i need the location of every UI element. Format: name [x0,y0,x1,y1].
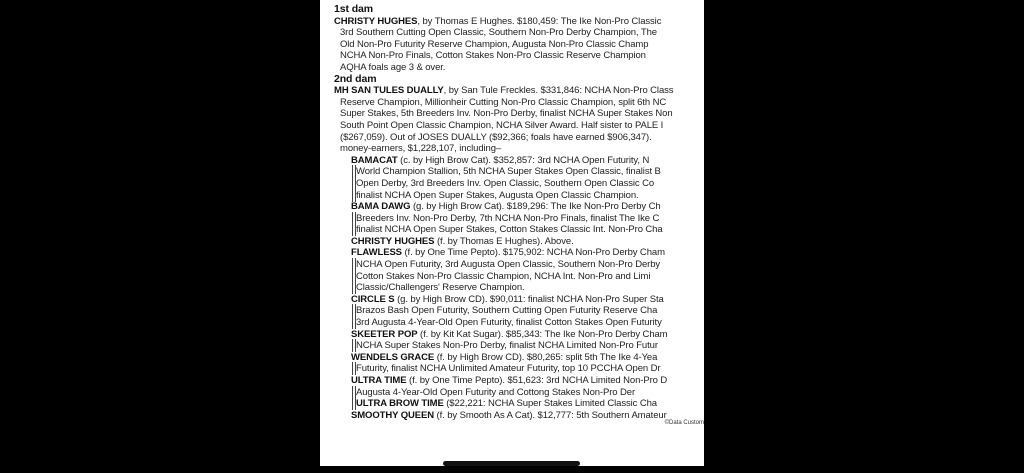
entry-line [334,271,704,283]
entry-line-named [334,201,704,213]
entry-text: Classic/Challengers' Reserve Champion. [356,282,525,294]
entry-text: 3rd Augusta 4-Year-Old Open Futurity, finalist Cotton Stakes Open Futurity [356,317,662,329]
entry-line [334,305,704,317]
section-heading: 1st dam [334,3,373,15]
horse-name: FLAWLESS [351,247,402,259]
entry-line [334,340,704,352]
home-indicator[interactable] [443,461,580,466]
entry-text: ($22,221: NCHA Super Stakes Limited Classic Cha [443,398,657,410]
horse-name: BAMACAT [351,154,398,166]
entry-text: (f. by One Time Pepto). $175,902: NCHA Non-Pro Derby Cham [401,247,665,259]
entry-line-named [334,155,704,167]
entry-line [334,120,704,132]
entry-line-named [334,247,704,259]
entry-text: money-earners, $1,228,107, including– [340,143,502,155]
entry-text: Brazos Bash Open Futurity, Southern Cutting Open Futurity Reserve Cha [356,305,658,317]
entry-text: NCHA Open Futurity, 3rd Augusta Open Classic, Southern Non-Pro Derby [356,259,661,271]
horse-name: CHRISTY HUGHES [334,15,418,27]
entry-text: South Point Open Classic Champion, NCHA Silver Award. Half sister to PALE I [340,119,664,131]
entry-text: ($267,059). Out of JOSES DUALLY ($92,366; foals have earned $906,347). [340,131,652,143]
horse-name: ULTRA BROW TIME [356,398,444,410]
entry-text: (f. by Smooth As A Cat). $12,777: 5th Southern Amateur [433,409,667,421]
entry-line [334,363,704,375]
entry-line [334,224,704,236]
entry-line [334,62,704,74]
entry-line-named [334,410,704,422]
entry-line-named [334,294,704,306]
entry-text: (f. by One Time Pepto). $51,623: 3rd NCHA Limited Non-Pro D [406,375,668,386]
entry-text: (g. by High Brow CD). $90,011: finalist NCHA Non-Pro Super Sta [394,293,664,305]
entry-line-named [334,329,704,341]
entry-line [334,27,704,39]
entry-line [334,317,704,329]
entry-text: Super Stakes, 5th Breeders Inv. Non-Pro Derby, finalist NCHA Super Stakes Non [340,108,673,120]
horse-name: WENDELS GRACE [351,351,435,363]
horse-name: BAMA DAWG [351,201,411,213]
horse-name: ULTRA TIME [351,375,407,386]
entry-text: Reserve Champion, Millionheir Cutting Non-Pro Classic Champion, split 6th NC [340,96,667,108]
entry-text: Open Derby, 3rd Breeders Inv. Open Classic, Southern Open Classic Co [356,177,655,189]
horse-name: SKEETER POP [351,328,418,340]
entry-text: finalist NCHA Open Super Stakes, Augusta Open Classic Champion. [356,189,639,201]
entry-line [334,282,704,294]
entry-text: Cotton Stakes Non-Pro Classic Champion, NCHA Int. Non-Pro and Limi [356,270,651,282]
entry-text: (f. by Thomas E Hughes). Above. [434,235,574,247]
entry-line [334,259,704,271]
entry-text: Breeders Inv. Non-Pro Derby, 7th NCHA Non-Pro Finals, finalist The Ike C [356,212,660,224]
horse-name: CHRISTY HUGHES [351,235,435,247]
entry-line [334,97,704,109]
entry-line [334,178,704,190]
entry-line [334,387,704,399]
entry-text: (c. by High Brow Cat). $352,857: 3rd NCHA Open Futurity, N [397,154,650,166]
entry-text: 3rd Southern Cutting Open Classic, Southern Non-Pro Derby Champion, The [340,27,657,39]
entry-text: AQHA foals age 3 & over. [340,61,446,73]
document-page [320,0,704,466]
entry-text: finalist NCHA Open Super Stakes, Cotton Stakes Classic Int. Non-Pro Cha [356,224,663,236]
entry-text: Augusta 4-Year-Old Open Futurity and Cottong Stakes Non-Pro Der [356,386,636,398]
entry-line [334,39,704,51]
horse-name: CIRCLE S [351,293,395,305]
entry-text: (f. by Kit Kat Sugar). $85,343: The Ike Non-Pro Derby Cham [417,328,668,340]
copyright-footer: ©Data Custom [664,420,704,426]
section-heading: 2nd dam [334,72,377,85]
entry-text: Futurity, finalist NCHA Unlimited Amateur Futurity, top 10 PCCHA Open Dr [356,363,661,375]
entry-line [334,190,704,202]
entry-text: , by San Tule Freckles. $331,846: NCHA Non-Pro Class [443,85,674,97]
entry-line [334,132,704,144]
entry-text: World Champion Stallion, 5th NCHA Super Stakes Open Classic, finalist B [356,166,661,178]
entry-line-named [334,375,704,387]
entry-line [334,166,704,178]
entry-line-named [334,352,704,364]
entry-text: (g. by High Brow Cat). $189,296: The Ike Non-Pro Derby Ch [410,201,661,213]
entry-text: , by Thomas E Hughes. $180,459: The Ike Non-Pro Classic [417,15,662,27]
pedigree-content [334,0,704,421]
entry-text: NCHA Non-Pro Finals, Cotton Stakes Non-Pro Classic Reserve Champion [340,50,646,62]
entry-line-named [334,236,704,248]
entry-line [334,50,704,62]
entry-line [334,213,704,225]
entry-text: Old Non-Pro Futurity Reserve Champion, Augusta Non-Pro Classic Champ [340,38,649,50]
entry-line-named [334,16,704,28]
entry-line [334,108,704,120]
entry-text: (f. by High Brow CD). $80,265: split 5th The Ike 4-Yea [434,351,658,363]
horse-name: MH SAN TULES DUALLY [334,85,444,97]
horse-name: SMOOTHY QUEEN [351,409,434,421]
entry-text: NCHA Super Stakes Non-Pro Derby, finalist NCHA Limited Non-Pro Futur [356,340,658,352]
entry-line-named [334,398,704,410]
entry-line [334,143,704,155]
entry-line-named [334,85,704,97]
